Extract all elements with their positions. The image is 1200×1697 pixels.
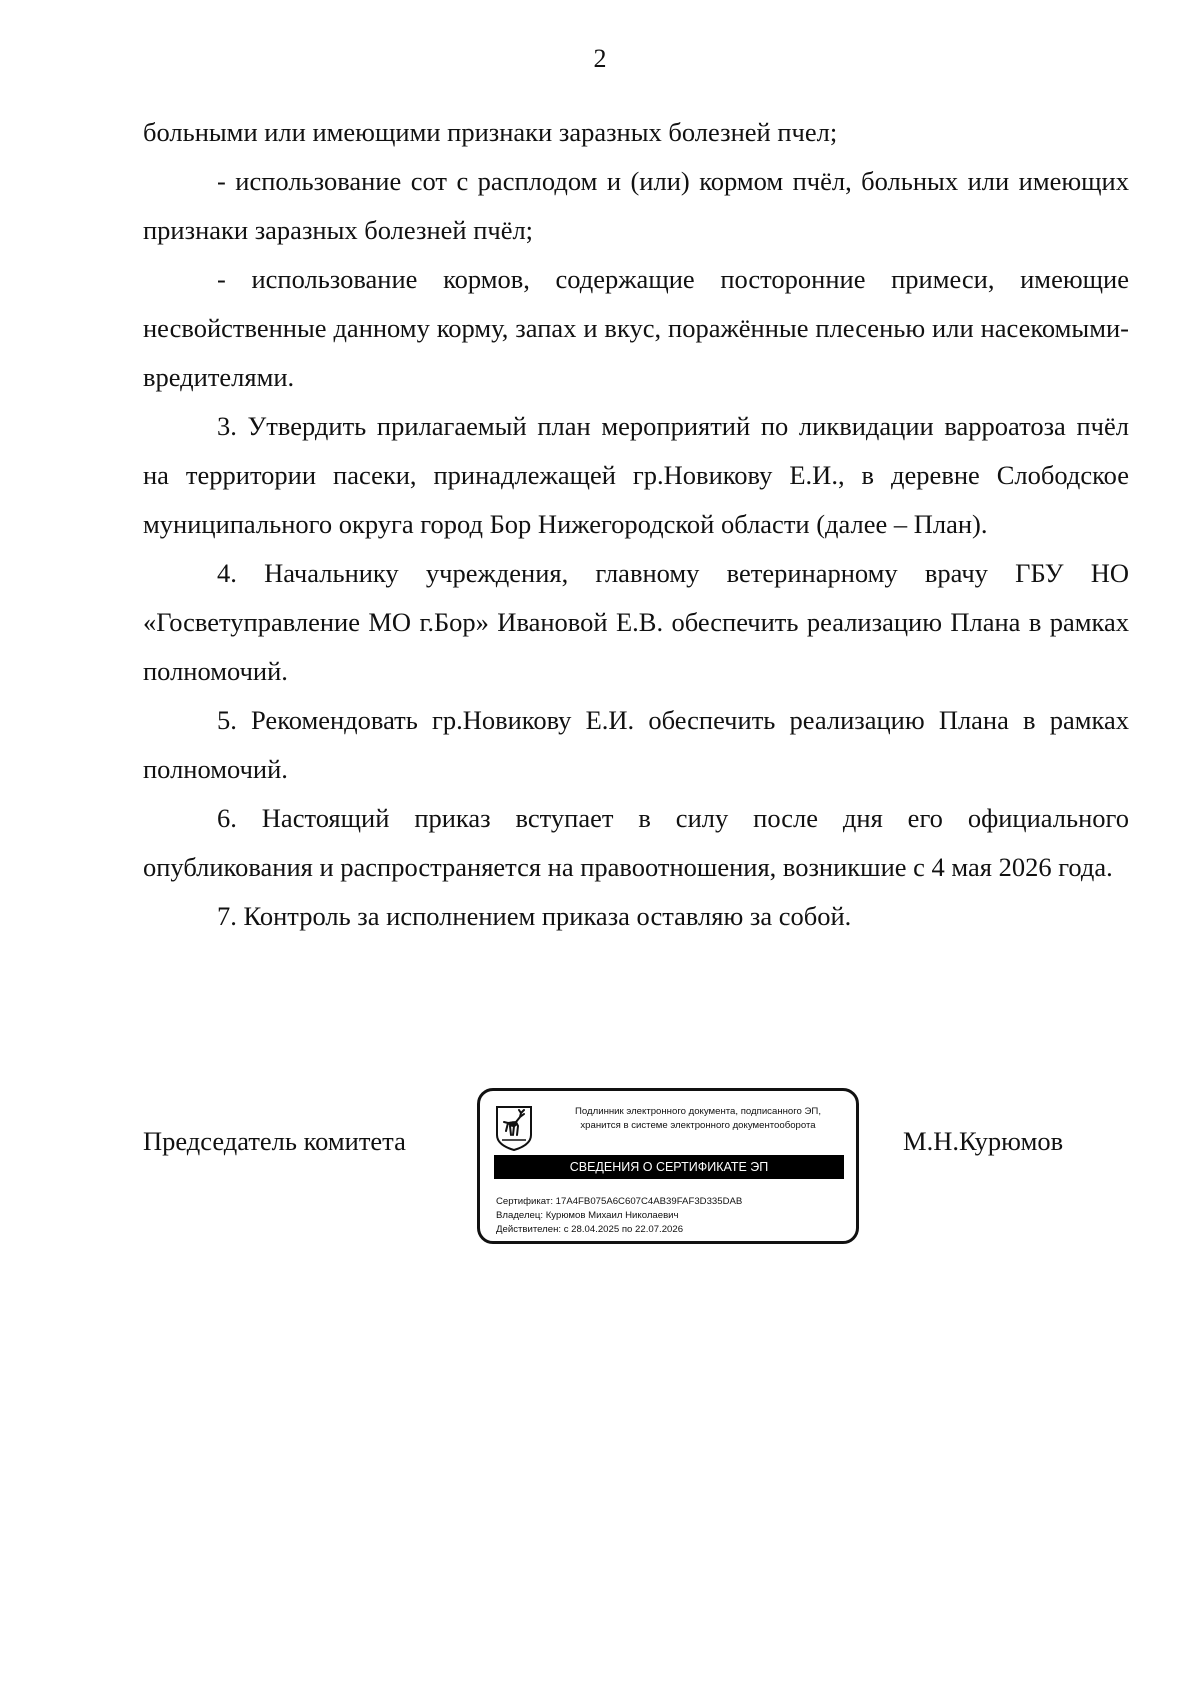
paragraph-item-5: 5. Рекомендовать гр.Новикову Е.И. обеспечить реализацию Плана в рамках полномочий.	[143, 705, 1129, 784]
document-body	[143, 108, 1129, 941]
page-number: 2	[593, 44, 607, 73]
electronic-signature-stamp	[477, 1088, 859, 1244]
stamp-notice	[542, 1105, 854, 1133]
paragraph-list-item-combs: - использование сот с расплодом и (или) кормом пчёл, больных или имеющих признаки заразных болезней пчёл;	[143, 166, 1129, 245]
stamp-notice-line-2: хранится в системе электронного документооборота	[580, 1120, 816, 1131]
certificate-number: Сертификат: 17A4FB075A6C607C4AB39FAF3D335DAB	[496, 1196, 743, 1207]
signatory-name: М.Н.Курюмов	[903, 1126, 1064, 1156]
paragraph-item-6: 6. Настоящий приказ вступает в силу после дня его официального опубликования и распространяется на правоотношения, возникшие с 4 мая 2026 года.	[143, 803, 1129, 882]
paragraph-continuation: больными или имеющими признаки заразных болезней пчел;	[143, 117, 838, 147]
nizhny-novgorod-deer-emblem-icon	[494, 1105, 534, 1151]
signature-block	[143, 1088, 1129, 1268]
signatory-title: Председатель комитета	[143, 1126, 406, 1156]
paragraph-item-3: 3. Утвердить прилагаемый план мероприятий по ликвидации варроатоза пчёл на территории пасеки, принадлежащей гр.Новикову Е.И., в деревне Слободское муниципального округа город Бор Нижегородской области (далее – План).	[143, 411, 1129, 539]
certificate-validity: Действителен: с 28.04.2025 по 22.07.2026	[496, 1224, 684, 1235]
stamp-header: СВЕДЕНИЯ О СЕРТИФИКАТЕ ЭП	[494, 1155, 844, 1179]
certificate-owner: Владелец: Курюмов Михаил Николаевич	[496, 1210, 679, 1221]
stamp-notice-line-1: Подлинник электронного документа, подписанного ЭП,	[575, 1106, 821, 1117]
paragraph-item-4: 4. Начальнику учреждения, главному ветеринарному врачу ГБУ НО «Госветуправление МО г.Бор» Ивановой Е.В. обеспечить реализацию Плана в рамках полномочий.	[143, 558, 1129, 686]
paragraph-item-7: 7. Контроль за исполнением приказа оставляю за собой.	[217, 901, 852, 931]
certificate-details	[496, 1195, 742, 1237]
paragraph-list-item-feeds: - использование кормов, содержащие посторонние примеси, имеющие несвойственные данному корму, запах и вкус, поражённые плесенью или насекомыми-вредителями.	[143, 264, 1129, 392]
